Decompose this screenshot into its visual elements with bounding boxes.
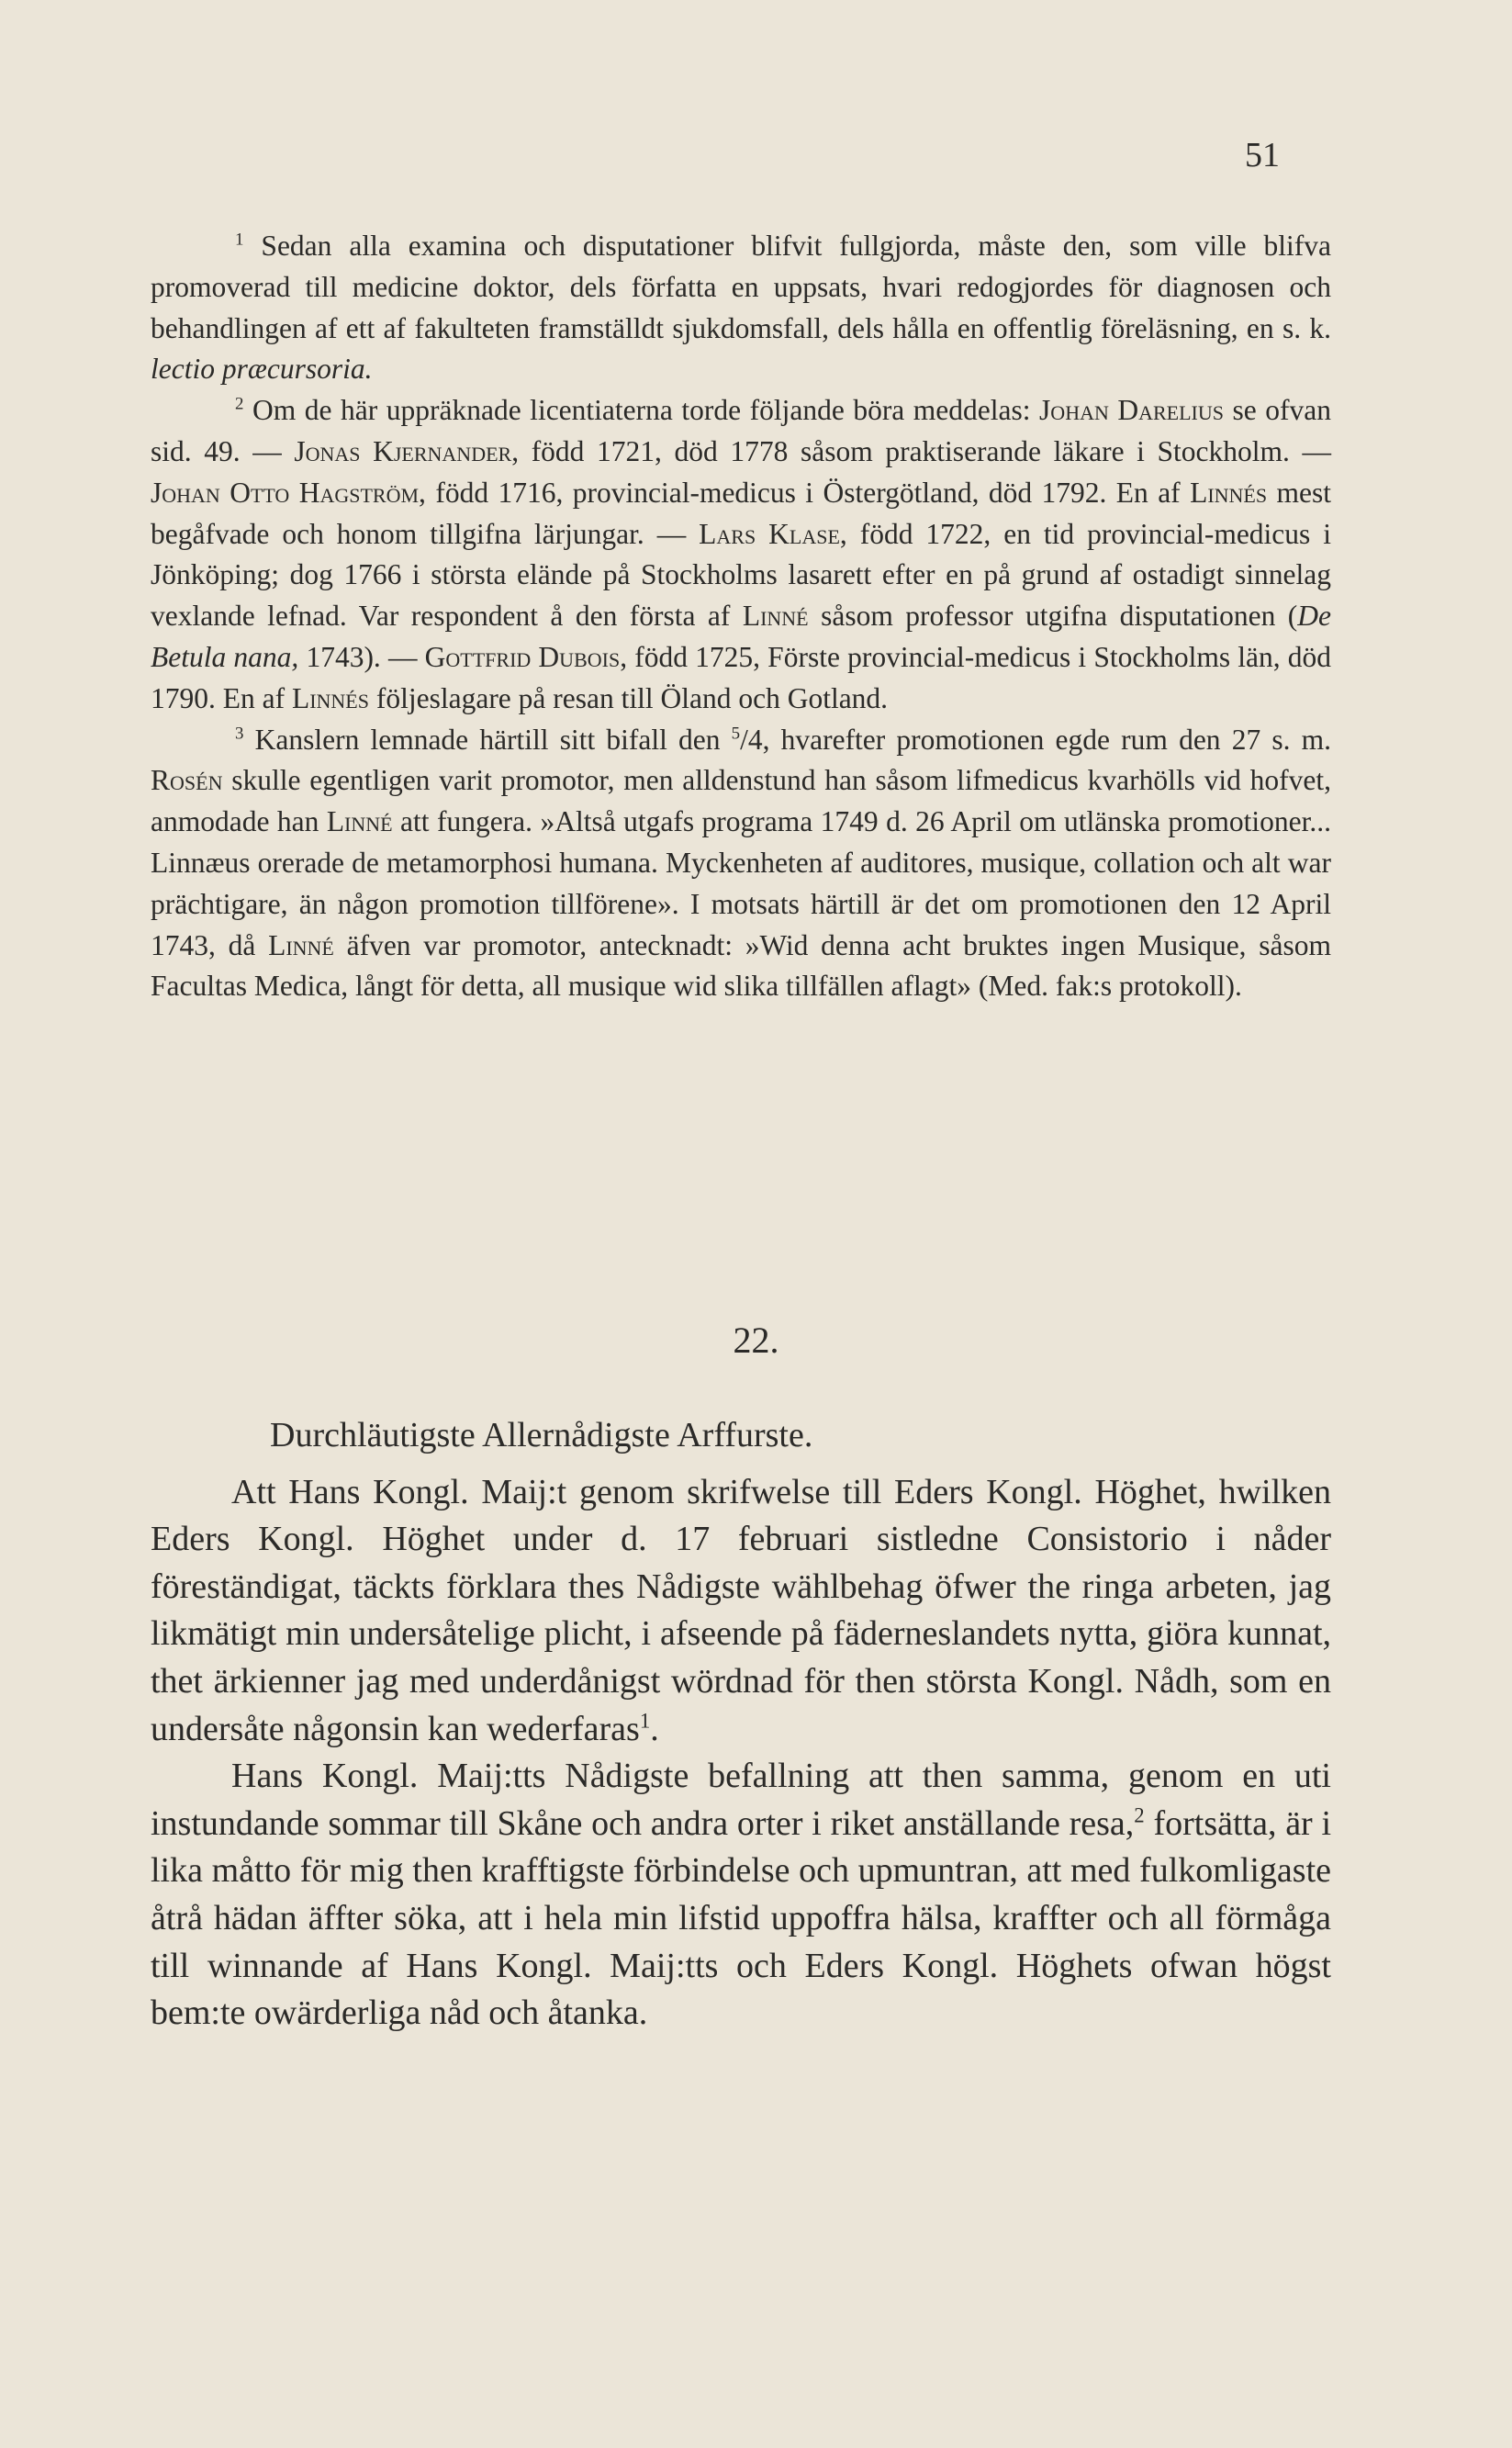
footnote-text: äfven var promotor, antecknadt: »Wid denna acht bruktes ingen Musique, såsom Facultas Medica, långt för detta, all musique wid slika tillfällen aflagt» (Med. fak:s protokoll).	[151, 928, 1332, 1003]
date-numerator: 5	[731, 724, 741, 744]
date-denominator: /4	[740, 723, 763, 756]
footnote-text: såsom professor utgifna disputationen (	[821, 600, 1298, 633]
section-number: 22.	[733, 1319, 779, 1361]
person-name: Gottfrid Dubois,	[424, 640, 628, 673]
person-name: Lars Klase,	[699, 517, 847, 550]
footnote-marker: 2	[235, 394, 244, 414]
paragraph-text: Att Hans Kongl. Maij:t genom skrifwelse till Eders Kongl. Höghet, hwilken Eders Kongl. Höghet under d. 17 februari sistledne Consistorio i nåder föreständigat, täckts förklara thes Nådigste wählbehag öfwer the ringa arbeten, jag likmätigt min undersåtelige plicht, i afseende på fäderneslandets nytta, giöra kunnat, thet ärkienner jag med underdånigst wördnad för then största Kongl. Nådh, som en undersåte någonsin kan wederfaras	[151, 1472, 1331, 1748]
paragraph-text: .	[650, 1709, 659, 1748]
letter-body	[151, 1412, 1331, 2038]
footnotes	[151, 226, 1331, 1007]
footnote-text: skulle egentligen varit promotor, men alldenstund han såsom lifmedicus kvarhölls vid hofvet, anmodade han	[151, 764, 1332, 838]
footnote-text: att fungera. »Altså utgafs programa 1749 d. 26 April om utlänska promotioner... Linnæus orerade de metamorphosi humana. Myckenheten af auditores, musique, collation och alt war prächtigare, än någon promotion tillförene». I motsats härtill är det om promotionen den 12 April 1743, då	[151, 805, 1331, 961]
person-name: Linné	[268, 928, 334, 961]
footnote-marker: 3	[235, 724, 244, 744]
letter-paragraph-2	[151, 1753, 1331, 2038]
person-name: Jonas Kjernander,	[294, 434, 520, 467]
letter-salutation: Durchläutigste Allernådigste Arffurste.	[270, 1416, 813, 1454]
footnote-italic: lectio præcursoria.	[151, 353, 373, 386]
person-name: Linnés	[1190, 476, 1268, 509]
footnote-1	[151, 226, 1331, 390]
footnote-reference: 1	[639, 1708, 651, 1732]
footnote-text: Sedan alla examina och disputationer blifvit fullgjorda, måste den, som ville blifva promoverad till medicine doktor, dels författa en uppsats, hvari redogjordes för diagnosen och behandlingen af ett af fakulteten framställdt sjukdomsfall, dels hålla en offentlig föreläsning, en s. k.	[151, 230, 1332, 344]
footnote-text: född 1722, en tid provincial-medicus i Jönköping; dog 1766 i största elände på Stockholms lasarett efter en på grund af ostadigt sinnelag vexlande lefnad. Var respondent å den första af	[151, 517, 1331, 633]
paragraph-text: Hans Kongl. Maij:tts Nådigste befallning att then samma, genom en uti instundande sommar till Skåne och andra orter i riket anställande resa,	[151, 1757, 1331, 1843]
person-name: Linné	[326, 805, 393, 838]
footnote-2	[151, 390, 1331, 719]
footnote-text: Om de här uppräknade licentiaterna torde följande böra meddelas:	[252, 394, 1031, 427]
footnote-reference: 2	[1134, 1803, 1145, 1827]
footnote-text: Kanslern lemnade härtill sitt bifall den	[254, 723, 721, 756]
footnote-text: följeslagare på resan till Öland och Gotland.	[375, 681, 889, 714]
footnote-text: , hvarefter promotionen egde rum den 27 s. m.	[762, 723, 1332, 756]
footnote-text: född 1716, provincial-medicus i Östergötland, död 1792. En af	[435, 476, 1181, 509]
work-title: De Betula nana,	[151, 600, 1332, 673]
page-number: 51	[1245, 136, 1280, 174]
person-name: Johan Darelius	[1039, 394, 1225, 427]
footnote-3	[151, 720, 1331, 1008]
paragraph-text: fortsätta, är i lika måtto för mig then krafftigste förbindelse och upmuntran, att med fulkomligaste åtrå hädan äffter söka, att i hela min lifstid uppoffra hälsa, kraffter och all förmåga till winnande af Hans Kongl. Maij:tts och Eders Kongl. Höghets ofwan högst bem:te owärderliga nåd och åtanka.	[151, 1803, 1332, 2033]
footnote-text: född 1725, Förste provincial-medicus i Stockholms län, död 1790. En af	[151, 640, 1332, 714]
footnote-text: se ofvan sid. 49. —	[151, 394, 1332, 467]
footnote-text: född 1721, död 1778 såsom praktiserande läkare i Stockholm. —	[531, 434, 1331, 467]
person-name: Linné	[742, 600, 809, 633]
footnote-marker: 1	[235, 230, 244, 250]
letter-paragraph-1	[151, 1469, 1331, 1754]
person-name: Johan Otto Hagström,	[151, 476, 426, 509]
footnote-text: mest begåfvade och honom tillgifna lärjungar. —	[151, 476, 1332, 550]
footnote-text: 1743). —	[306, 640, 418, 673]
person-name: Linnés	[291, 681, 369, 714]
person-name: Rosén	[151, 764, 223, 797]
